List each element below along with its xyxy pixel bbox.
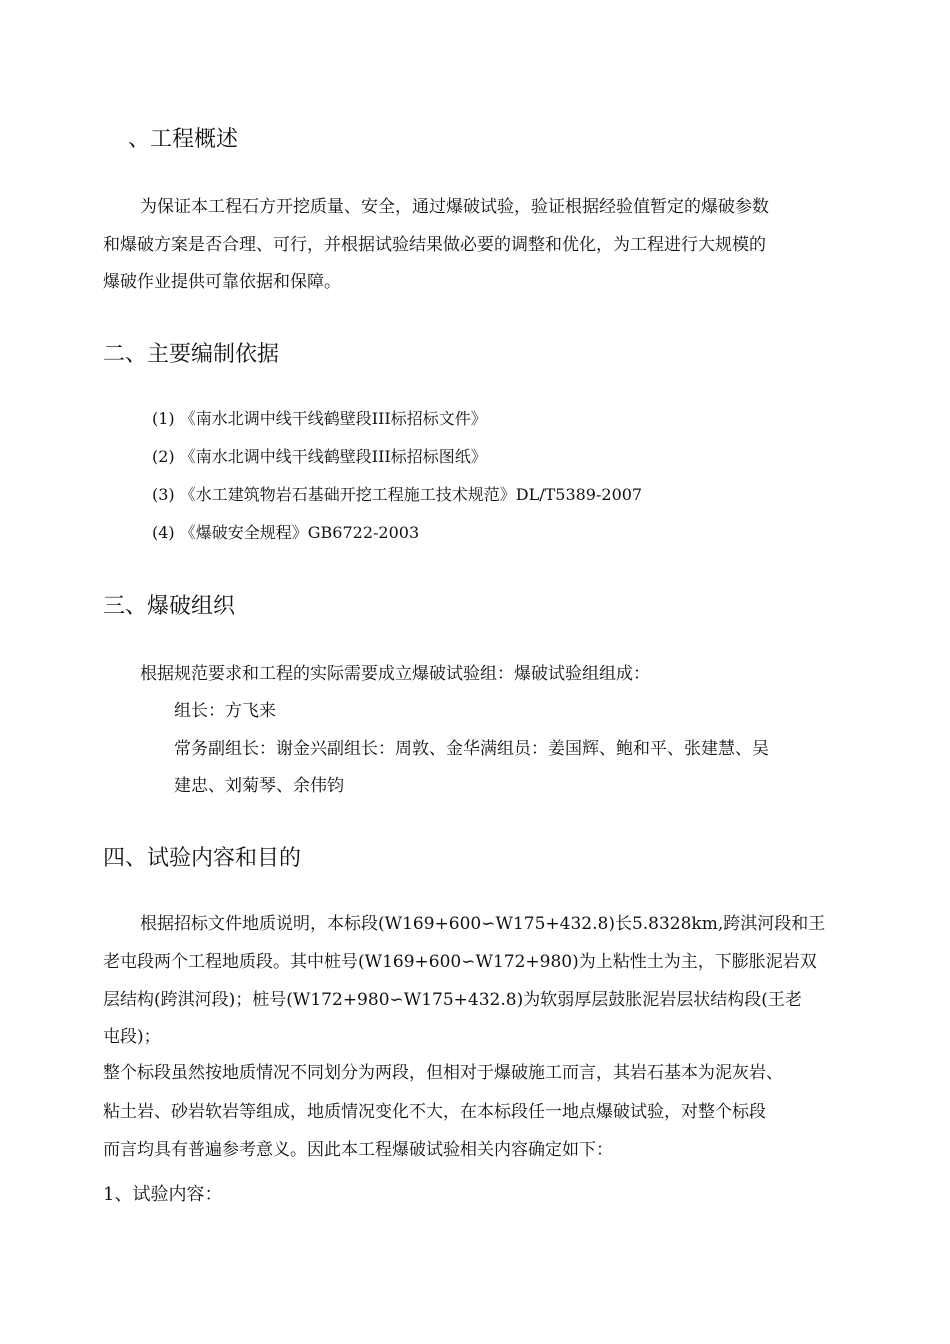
- overview-para-line-3: 爆破作业提供可靠依据和保障。: [103, 272, 341, 292]
- geology-para-line-3: 层结构(跨淇河段)；桩号(W172+980∽W175+432.8)为软弱厚层鼓胀泥岩层状结构段(王老: [103, 990, 802, 1010]
- scope-para-line-1: 整个标段虽然按地质情况不同划分为两段，但相对于爆破施工而言，其岩石基本为泥灰岩、: [103, 1063, 783, 1083]
- reference-item-4: (4) 《爆破安全规程》GB6722-2003: [152, 523, 420, 542]
- organization-intro: 根据规范要求和工程的实际需要成立爆破试验组：爆破试验组组成：: [140, 664, 650, 684]
- scope-para-line-3: 而言均具有普遍参考意义。因此本工程爆破试验相关内容确定如下：: [103, 1140, 613, 1160]
- organization-members-line-1: 常务副组长：谢金兴副组长：周敦、金华满组员：姜国辉、鲍和平、张建慧、吴: [174, 739, 769, 759]
- section-heading-overview: 、工程概述: [128, 127, 239, 152]
- organization-members-line-2: 建忠、刘菊琴、余伟钧: [174, 776, 344, 796]
- section-heading-organization: 三、爆破组织: [103, 594, 236, 619]
- organization-leader: 组长：方飞来: [174, 701, 276, 721]
- subheading-test-content: 1、试验内容：: [103, 1184, 223, 1205]
- reference-item-3: (3) 《水工建筑物岩石基础开挖工程施工技术规范》DL/T5389-2007: [152, 485, 643, 504]
- overview-para-line-1: 为保证本工程石方开挖质量、安全，通过爆破试验，验证根据经验值暂定的爆破参数: [140, 197, 769, 217]
- geology-para-line-4: 屯段)；: [103, 1027, 161, 1047]
- geology-para-line-2: 老屯段两个工程地质段。其中桩号(W169+600∽W172+980)为上粘性土为主，下膨胀泥岩双: [103, 952, 817, 972]
- scope-para-line-2: 粘土岩、砂岩软岩等组成，地质情况变化不大，在本标段任一地点爆破试验，对整个标段: [103, 1102, 766, 1122]
- reference-item-2: (2) 《南水北调中线干线鹤壁段III标招标图纸》: [152, 447, 487, 466]
- section-heading-test-content: 四、试验内容和目的: [103, 846, 302, 871]
- geology-para-line-1: 根据招标文件地质说明，本标段(W169+600∽W175+432.8)长5.8328km,跨淇河段和王: [140, 914, 826, 934]
- overview-para-line-2: 和爆破方案是否合理、可行，并根据试验结果做必要的调整和优化，为工程进行大规模的: [103, 235, 766, 255]
- section-heading-basis: 二、主要编制依据: [103, 342, 280, 367]
- reference-item-1: (1) 《南水北调中线干线鹤壁段III标招标文件》: [152, 409, 487, 428]
